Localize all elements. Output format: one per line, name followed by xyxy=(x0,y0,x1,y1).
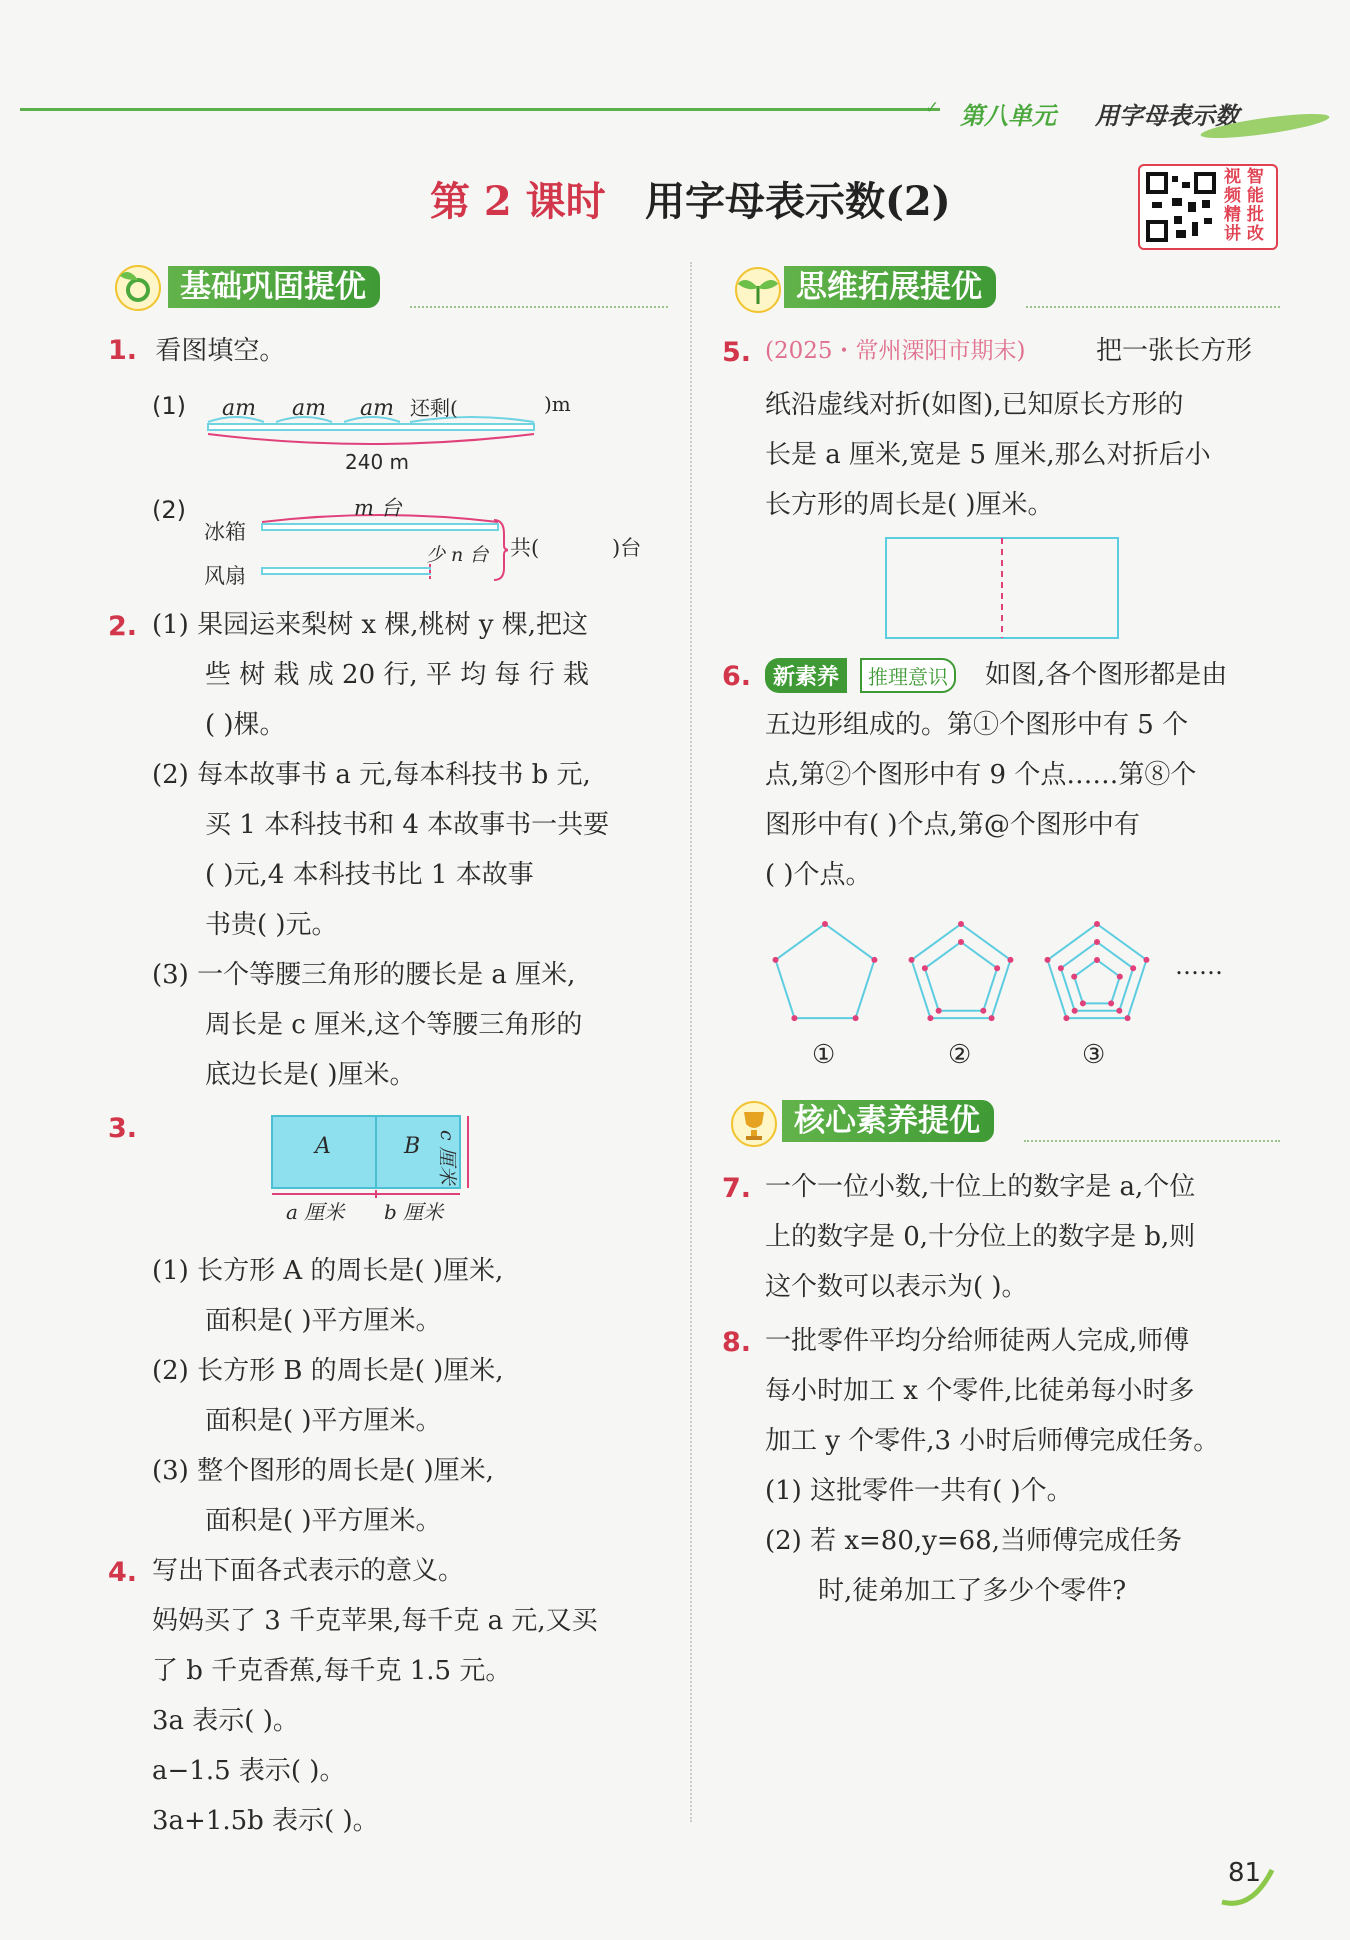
qr-label-5: 精 xyxy=(1224,205,1241,225)
q4-line-1: 妈妈买了 3 千克苹果,每千克 a 元,又买 xyxy=(152,1606,598,1636)
q1-total-end: )台 xyxy=(612,536,642,560)
q3-line-4: (3) 整个图形的周长是( )厘米, xyxy=(152,1456,494,1486)
unit-label: 第八单元 xyxy=(960,102,1056,130)
header-rule xyxy=(20,108,940,111)
q1-seg-label-2: am xyxy=(292,396,326,421)
q3-line-0: (1) 长方形 A 的周长是( )厘米, xyxy=(152,1256,504,1286)
q2-line-2: ( )棵。 xyxy=(205,710,286,740)
q1-total-label: 共( xyxy=(510,536,540,560)
q1-p1-label: (1) xyxy=(152,392,186,420)
lesson-number: 第 2 课时 xyxy=(430,178,606,225)
pentagon-dot xyxy=(958,939,964,945)
q2-line-9: 底边长是( )厘米。 xyxy=(205,1060,416,1090)
column-divider xyxy=(690,262,692,1822)
pentagon-dot xyxy=(922,965,928,971)
pentagon-dot xyxy=(1125,1015,1131,1021)
pentagon-dot xyxy=(1045,957,1051,963)
q7-line-2: 这个数可以表示为( )。 xyxy=(765,1272,1028,1302)
section-basic-banner: 基础巩固提优 xyxy=(168,266,380,308)
section-core-rule xyxy=(1024,1140,1280,1142)
q4-line-4: a−1.5 表示( )。 xyxy=(152,1756,346,1786)
pentagon-dot xyxy=(1071,974,1077,980)
q5-number: 5. xyxy=(722,337,752,368)
pentagon-dot xyxy=(871,957,877,963)
q2-line-3: (2) 每本故事书 a 元,每本科技书 b 元, xyxy=(152,760,591,790)
q6-line-4: ( )个点。 xyxy=(765,860,872,890)
q6-line-1: 五边形组成的。第①个图形中有 5 个 xyxy=(765,710,1189,740)
q1-rest-end: )m xyxy=(544,392,571,416)
pentagon-dot xyxy=(909,957,915,963)
q1-seg-label-1: am xyxy=(222,396,256,421)
pentagon-dot xyxy=(1080,1000,1086,1006)
pentagon-dot xyxy=(773,957,779,963)
q4-line-0: 写出下面各式表示的意义。 xyxy=(152,1556,465,1586)
q8-line-2: 加工 y 个零件,3 小时后师傅完成任务。 xyxy=(765,1426,1220,1456)
q7-number: 7. xyxy=(722,1173,752,1204)
q3-number: 3. xyxy=(108,1113,138,1144)
q8-line-5: 时,徒弟加工了多少个零件? xyxy=(818,1576,1127,1606)
q1-less-label: 少 n 台 xyxy=(426,544,489,566)
qr-box[interactable] xyxy=(1138,164,1278,250)
qr-code-icon xyxy=(1146,172,1216,242)
q2-line-0: (1) 果园运来梨树 x 棵,桃树 y 棵,把这 xyxy=(152,610,589,640)
q1-p2-label: (2) xyxy=(152,496,186,524)
q2-number: 2. xyxy=(108,611,138,642)
q8-number: 8. xyxy=(722,1327,752,1358)
q1-m-label: m 台 xyxy=(354,496,402,520)
q3-line-1: 面积是( )平方厘米。 xyxy=(205,1306,442,1336)
qr-label-1: 视 xyxy=(1224,167,1241,187)
pentagon-dot xyxy=(1063,1015,1069,1021)
q6-tag-reasoning: 推理意识 xyxy=(860,658,956,693)
q3-width-a: a 厘米 xyxy=(286,1200,345,1224)
q1-brace-total xyxy=(208,434,534,444)
q6-ellipsis: …… xyxy=(1175,952,1223,980)
qr-label-2: 智 xyxy=(1246,167,1264,187)
q1-fan-label: 风扇 xyxy=(204,564,246,588)
pentagon-dot xyxy=(927,1015,933,1021)
section-thinking-banner: 思维拓展提优 xyxy=(784,266,996,308)
qr-label-7: 讲 xyxy=(1224,224,1241,244)
qr-label-4: 能 xyxy=(1246,186,1264,206)
q4-number: 4. xyxy=(108,1557,138,1588)
check-icon: ✓ xyxy=(925,98,940,118)
pentagon-dot xyxy=(994,965,1000,971)
q6-line-2: 点,第②个图形中有 9 个点……第⑧个 xyxy=(765,760,1197,790)
section-core-banner: 核心素养提优 xyxy=(782,1100,994,1142)
q8-line-3: (1) 这批零件一共有( )个。 xyxy=(765,1476,1073,1506)
q1-line xyxy=(108,326,285,376)
q8-line-1: 每小时加工 x 个零件,比徒弟每小时多 xyxy=(765,1376,1195,1406)
q6-line-3: 图形中有( )个点,第@个图形中有 xyxy=(765,810,1140,840)
section-thinking-rule xyxy=(1026,306,1280,308)
pentagon-ring xyxy=(776,924,875,1018)
q1-text: 看图填空。 xyxy=(155,336,286,366)
q6-tag-new: 新素养 xyxy=(765,658,847,693)
trophy-icon xyxy=(726,1094,784,1150)
q3-line-5: 面积是( )平方厘米。 xyxy=(205,1506,442,1536)
q2-line-7: (3) 一个等腰三角形的腰长是 a 厘米, xyxy=(152,960,576,990)
q4-line-5: 3a+1.5b 表示( )。 xyxy=(152,1806,379,1836)
pentagon-dot xyxy=(1072,1008,1078,1014)
q1-fridge-bar xyxy=(262,524,498,530)
pentagon-dot xyxy=(853,1015,859,1021)
q7-line-0: 一个一位小数,十位上的数字是 a,个位 xyxy=(765,1172,1196,1202)
q2-line-8: 周长是 c 厘米,这个等腰三角形的 xyxy=(205,1010,583,1040)
pentagon-dot xyxy=(1094,939,1100,945)
q5-line-0: 把一张长方形 xyxy=(1096,336,1253,366)
qr-label-8: 改 xyxy=(1246,224,1264,244)
q2-line-6: 书贵( )元。 xyxy=(205,910,338,940)
pentagon-ring xyxy=(1074,960,1120,1003)
q5-line-1: 纸沿虚线对折(如图),已知原长方形的 xyxy=(765,390,1184,420)
q1-rest-label: 还剩( xyxy=(410,396,458,420)
q5-rectangle-figure xyxy=(882,534,1122,644)
q6-label-2: ② xyxy=(948,1040,972,1070)
q6-label-1: ① xyxy=(812,1040,836,1070)
q5-line-3: 长方形的周长是( )厘米。 xyxy=(765,490,1054,520)
pentagon-dot xyxy=(1007,957,1013,963)
q4-line-3: 3a 表示( )。 xyxy=(152,1706,299,1736)
q3-line-3: 面积是( )平方厘米。 xyxy=(205,1406,442,1436)
pentagon-dot xyxy=(1094,957,1100,963)
q3-width-b: b 厘米 xyxy=(384,1200,444,1224)
q5-source: (2025・常州溧阳市期末) xyxy=(765,338,1026,364)
pentagon-dot xyxy=(1108,1000,1114,1006)
lesson-topic: 用字母表示数(2) xyxy=(645,178,951,225)
q1-fan-bar xyxy=(262,568,430,574)
q3-line-2: (2) 长方形 B 的周长是( )厘米, xyxy=(152,1356,504,1386)
pentagon-dot xyxy=(958,921,964,927)
pentagon-dot xyxy=(980,1008,986,1014)
qr-label-6: 批 xyxy=(1246,205,1264,225)
gear-sprout-icon xyxy=(108,258,168,314)
sprout-icon xyxy=(730,260,786,314)
q5-line-2: 长是 a 厘米,宽是 5 厘米,那么对折后小 xyxy=(765,440,1211,470)
q1-number: 1. xyxy=(108,335,138,366)
pentagon-dot xyxy=(791,1015,797,1021)
q1-fridge-label: 冰箱 xyxy=(204,520,246,544)
q1-total-length: 240 m xyxy=(345,450,410,474)
q2-line-1: 些 树 栽 成 20 行, 平 均 每 行 栽 xyxy=(205,660,589,690)
q3-height-c: c 厘米 xyxy=(436,1130,458,1185)
q3-label-b: B xyxy=(404,1134,421,1159)
q4-line-2: 了 b 千克香蕉,每千克 1.5 元。 xyxy=(152,1656,512,1686)
page-number: 81 xyxy=(1228,1858,1262,1888)
q2-line-4: 买 1 本科技书和 4 本故事书一共要 xyxy=(205,810,610,840)
page-number-swoosh xyxy=(1212,1860,1282,1910)
pentagon-dot xyxy=(936,1008,942,1014)
unit-title: 用字母表示数 xyxy=(1095,102,1239,130)
pentagon-ring xyxy=(925,942,997,1011)
pentagon-dot xyxy=(1117,974,1123,980)
pentagon-dot xyxy=(1143,957,1149,963)
q8-line-0: 一批零件平均分给师徒两人完成,师傅 xyxy=(765,1326,1190,1356)
pentagon-dot xyxy=(1130,965,1136,971)
pentagon-dot xyxy=(822,921,828,927)
q1-seg-label-3: am xyxy=(360,396,394,421)
q6-label-3: ③ xyxy=(1082,1040,1106,1070)
qr-label-3: 频 xyxy=(1224,186,1241,206)
q2-line-5: ( )元,4 本科技书比 1 本故事 xyxy=(205,860,534,890)
pentagon-dot xyxy=(1116,1008,1122,1014)
pentagon-dot xyxy=(1094,921,1100,927)
q8-line-4: (2) 若 x=80,y=68,当师傅完成任务 xyxy=(765,1526,1182,1556)
pentagon-dot xyxy=(1058,965,1064,971)
section-basic-rule xyxy=(410,306,668,308)
pentagon-dot xyxy=(989,1015,995,1021)
q6-number: 6. xyxy=(722,661,752,692)
q7-line-1: 上的数字是 0,十分位上的数字是 b,则 xyxy=(765,1222,1196,1252)
q6-line-0: 如图,各个图形都是由 xyxy=(985,660,1228,690)
q3-label-a: A xyxy=(315,1134,331,1159)
